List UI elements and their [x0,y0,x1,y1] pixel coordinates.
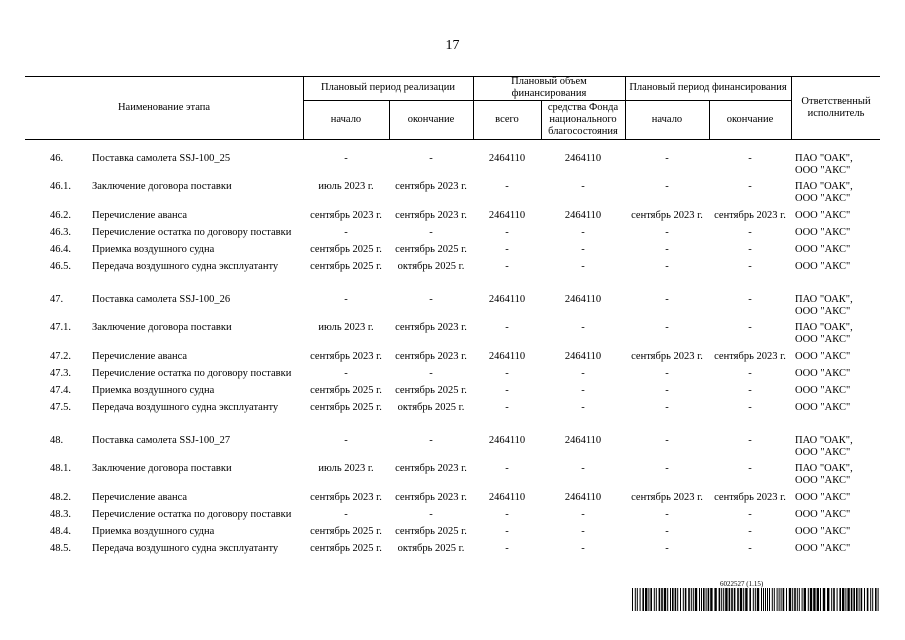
cell-end: сентябрь 2025 г. [395,385,467,396]
cell-exec1: ООО "АКС" [795,227,851,238]
header-impl-period: Плановый период реализации [321,82,455,93]
cell-name: Заключение договора поставки [92,463,232,474]
cell-fend: - [748,181,752,192]
cell-exec2: ООО "АКС" [795,306,851,317]
cell-total: - [505,402,509,413]
cell-end: сентябрь 2023 г. [395,351,467,362]
cell-end: - [429,153,433,164]
cell-nwf: - [581,385,585,396]
cell-num: 46.5. [50,261,71,272]
cell-nwf: 2464110 [564,210,602,221]
cell-fstart: сентябрь 2023 г. [631,351,703,362]
cell-end: сентябрь 2025 г. [395,244,467,255]
cell-nwf: 2464110 [564,294,602,305]
cell-fend: сентябрь 2023 г. [714,492,786,503]
cell-end: сентябрь 2023 г. [395,181,467,192]
cell-fend: - [748,526,752,537]
cell-fend: сентябрь 2023 г. [714,351,786,362]
cell-name: Перечисление аванса [92,492,188,503]
cell-total: 2464110 [488,351,526,362]
cell-num: 48.1. [50,463,71,474]
cell-exec1: ООО "АКС" [795,543,851,554]
cell-start: - [344,435,348,446]
cell-fend: - [748,543,752,554]
cell-name: Перечисление аванса [92,210,188,221]
cell-num: 47.2. [50,351,71,362]
cell-fend: - [748,153,752,164]
cell-fstart: - [665,153,669,164]
cell-name: Передача воздушного судна эксплуатанту [92,402,279,413]
cell-fstart: - [665,322,669,333]
cell-num: 47.4. [50,385,71,396]
header-bottom-rule [25,139,880,140]
cell-exec1: ПАО "ОАК", [795,153,853,164]
cell-fstart: - [665,368,669,379]
cell-fend: - [748,368,752,379]
cell-name: Поставка самолета SSJ-100_25 [92,153,231,164]
cell-exec1: ООО "АКС" [795,244,851,255]
cell-fstart: - [665,227,669,238]
cell-nwf: 2464110 [564,492,602,503]
cell-exec1: ООО "АКС" [795,261,851,272]
cell-num: 47.1. [50,322,71,333]
col-divider [541,100,542,139]
col-divider [791,76,792,139]
cell-exec2: ООО "АКС" [795,334,851,345]
cell-start: - [344,153,348,164]
cell-exec2: ООО "АКС" [795,475,851,486]
cell-end: октябрь 2025 г. [397,402,465,413]
header-fin-nwf: средства Фонда национального благосостояния [547,101,619,137]
cell-exec1: ООО "АКС" [795,385,851,396]
cell-end: сентябрь 2023 г. [395,322,467,333]
header-stage-name: Наименование этапа [117,101,211,113]
cell-nwf: - [581,227,585,238]
cell-num: 46.2. [50,210,71,221]
cell-end: - [429,368,433,379]
cell-total: - [505,463,509,474]
cell-start: сентябрь 2025 г. [310,526,382,537]
cell-exec1: ПАО "ОАК", [795,435,853,446]
cell-fend: - [748,509,752,520]
cell-exec1: ООО "АКС" [795,402,851,413]
cell-fend: - [748,227,752,238]
cell-nwf: 2464110 [564,351,602,362]
cell-num: 48.2. [50,492,71,503]
cell-start: - [344,368,348,379]
cell-start: - [344,509,348,520]
cell-total: - [505,244,509,255]
cell-exec1: ООО "АКС" [795,509,851,520]
header-fin-end: окончание [726,113,774,125]
cell-total: - [505,509,509,520]
cell-nwf: - [581,368,585,379]
cell-start: - [344,227,348,238]
cell-end: сентябрь 2023 г. [395,492,467,503]
cell-end: октябрь 2025 г. [397,543,465,554]
cell-nwf: - [581,463,585,474]
cell-exec1: ПАО "ОАК", [795,181,853,192]
cell-nwf: - [581,543,585,554]
cell-end: - [429,227,433,238]
cell-fstart: сентябрь 2023 г. [631,492,703,503]
cell-fend: - [748,294,752,305]
cell-end: октябрь 2025 г. [397,261,465,272]
cell-num: 46.3. [50,227,71,238]
cell-fstart: - [665,244,669,255]
cell-name: Перечисление остатка по договору поставки [92,509,292,520]
cell-total: 2464110 [488,435,526,446]
cell-total: - [505,261,509,272]
cell-nwf: 2464110 [564,153,602,164]
cell-start: сентябрь 2025 г. [310,261,382,272]
cell-fstart: - [665,435,669,446]
cell-total: - [505,368,509,379]
cell-exec2: ООО "АКС" [795,165,851,176]
cell-total: 2464110 [488,492,526,503]
cell-fstart: - [665,543,669,554]
cell-num: 46. [50,153,64,164]
cell-total: 2464110 [488,210,526,221]
cell-end: - [429,435,433,446]
cell-name: Заключение договора поставки [92,322,232,333]
cell-name: Приемка воздушного судна [92,526,215,537]
cell-num: 46.4. [50,244,71,255]
cell-end: - [429,294,433,305]
cell-fend: - [748,261,752,272]
header-fin-start: начало [651,113,683,125]
cell-start: июль 2023 г. [318,322,374,333]
cell-exec2: ООО "АКС" [795,193,851,204]
cell-start: сентябрь 2025 г. [310,385,382,396]
cell-exec1: ООО "АКС" [795,526,851,537]
cell-fend: - [748,385,752,396]
cell-start: сентябрь 2025 г. [310,244,382,255]
cell-nwf: - [581,322,585,333]
cell-end: сентябрь 2023 г. [395,463,467,474]
cell-name: Заключение договора поставки [92,181,232,192]
cell-fstart: сентябрь 2023 г. [631,210,703,221]
cell-exec1: ООО "АКС" [795,492,851,503]
cell-nwf: - [581,181,585,192]
cell-exec1: ПАО "ОАК", [795,294,853,305]
cell-exec2: ООО "АКС" [795,447,851,458]
cell-fstart: - [665,526,669,537]
cell-fend: - [748,244,752,255]
cell-nwf: - [581,509,585,520]
header-impl-end: окончание [407,113,455,125]
cell-fstart: - [665,181,669,192]
cell-total: 2464110 [488,153,526,164]
cell-name: Приемка воздушного судна [92,244,215,255]
cell-num: 48.3. [50,509,71,520]
barcode-label: 6022527 (1.15) [720,580,764,588]
cell-total: - [505,322,509,333]
cell-end: - [429,509,433,520]
cell-start: июль 2023 г. [318,463,374,474]
cell-name: Поставка самолета SSJ-100_27 [92,435,231,446]
cell-fstart: - [665,509,669,520]
cell-num: 47. [50,294,64,305]
cell-start: сентябрь 2023 г. [310,492,382,503]
cell-name: Приемка воздушного судна [92,385,215,396]
cell-exec1: ПАО "ОАК", [795,463,853,474]
cell-num: 48.4. [50,526,71,537]
cell-name: Передача воздушного судна эксплуатанту [92,543,279,554]
cell-nwf: - [581,261,585,272]
cell-start: сентябрь 2023 г. [310,351,382,362]
cell-total: - [505,181,509,192]
cell-start: сентябрь 2023 г. [310,210,382,221]
cell-exec1: ООО "АКС" [795,351,851,362]
cell-exec1: ООО "АКС" [795,210,851,221]
cell-num: 48. [50,435,64,446]
cell-total: - [505,526,509,537]
cell-name: Передача воздушного судна эксплуатанту [92,261,279,272]
cell-fend: - [748,322,752,333]
cell-num: 47.5. [50,402,71,413]
header-impl-start: начало [330,113,362,125]
cell-start: сентябрь 2025 г. [310,543,382,554]
cell-start: - [344,294,348,305]
cell-start: июль 2023 г. [318,181,374,192]
cell-fend: - [748,463,752,474]
cell-name: Перечисление остатка по договору поставки [92,227,292,238]
cell-num: 47.3. [50,368,71,379]
cell-fstart: - [665,402,669,413]
cell-fend: - [748,435,752,446]
cell-end: сентябрь 2023 г. [395,210,467,221]
header-fin-total: всего [495,113,519,125]
barcode [632,588,880,611]
cell-total: - [505,385,509,396]
cell-exec1: ООО "АКС" [795,368,851,379]
cell-total: - [505,543,509,554]
cell-name: Поставка самолета SSJ-100_26 [92,294,231,305]
cell-nwf: - [581,244,585,255]
cell-fstart: - [665,261,669,272]
cell-fend: - [748,402,752,413]
cell-nwf: 2464110 [564,435,602,446]
cell-fstart: - [665,294,669,305]
cell-num: 46.1. [50,181,71,192]
page-number: 17 [445,38,460,53]
cell-name: Перечисление остатка по договору поставки [92,368,292,379]
cell-end: сентябрь 2025 г. [395,526,467,537]
cell-fstart: - [665,385,669,396]
cell-name: Перечисление аванса [92,351,188,362]
cell-nwf: - [581,402,585,413]
cell-nwf: - [581,526,585,537]
header-executor: Ответственный исполнитель [801,95,871,119]
cell-total: - [505,227,509,238]
cell-num: 48.5. [50,543,71,554]
cell-start: сентябрь 2025 г. [310,402,382,413]
header-fin-period: Плановый период финансирования [629,82,787,93]
cell-fstart: - [665,463,669,474]
cell-fend: сентябрь 2023 г. [714,210,786,221]
header-fin-volume: Плановый объем финансирования [511,76,587,99]
cell-exec1: ПАО "ОАК", [795,322,853,333]
cell-total: 2464110 [488,294,526,305]
